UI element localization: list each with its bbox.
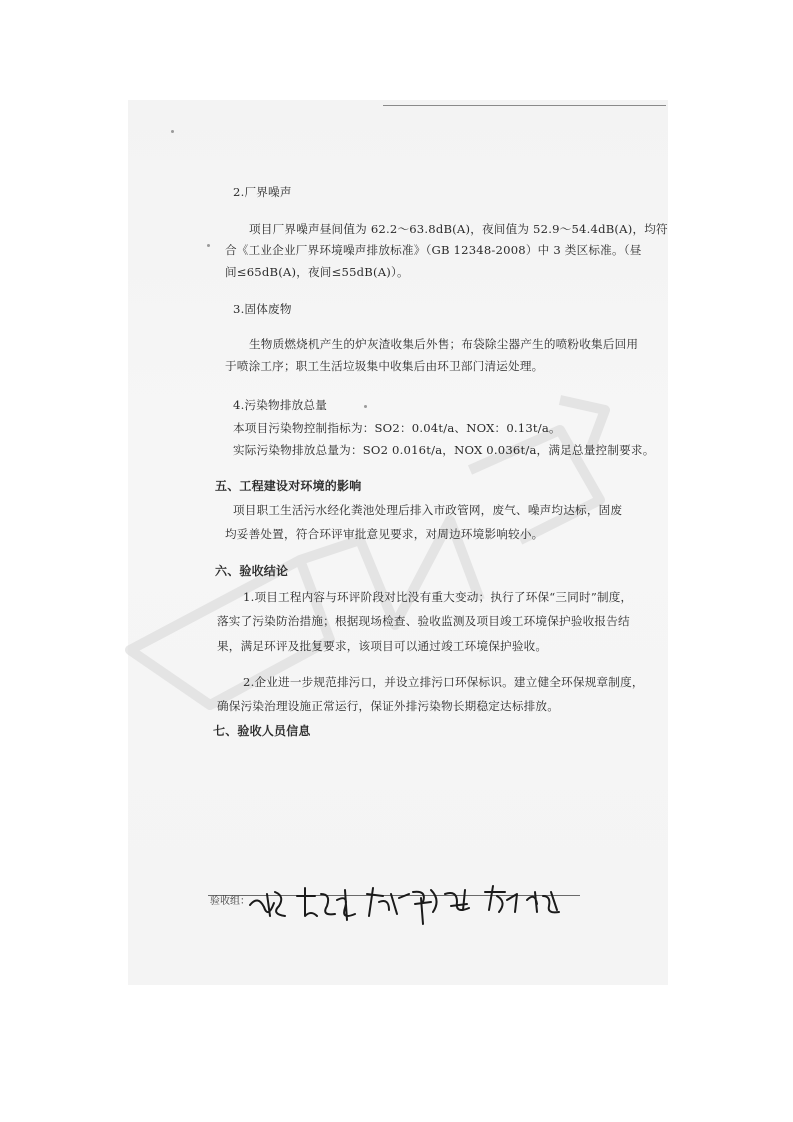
noise-heading: 2.厂界噪声 [233,185,292,199]
paragraph-line: 本项目污染物控制指标为：SO2：0.04t/a、NOX：0.13t/a。 [233,421,561,435]
solid-waste-heading: 3.固体废物 [233,302,292,316]
paragraph-line: 均妥善处置，符合环评审批意见要求，对周边环境影响较小。 [225,527,544,541]
section-five-heading: 五、工程建设对环境的影响 [215,479,362,493]
paragraph-line: 确保污染治理设施正常运行，保证外排污染物长期稳定达标排放。 [217,699,560,713]
paragraph-line: 实际污染物排放总量为：SO2 0.016t/a，NOX 0.036t/a，满足总量控制要求。 [233,443,655,457]
paragraph-line: 间≤65dB(A)，夜间≤55dB(A)）。 [225,265,409,279]
paragraph-line: 于喷涂工序；职工生活垃圾集中收集后由环卫部门清运处理。 [225,359,544,373]
handwritten-signatures [245,880,575,940]
paragraph-line: 果，满足环评及批复要求，该项目可以通过竣工环境保护验收。 [217,639,548,653]
paragraph-line: 1.项目工程内容与环评阶段对比没有重大变动；执行了环保“三同时”制度， [243,590,633,604]
paragraph-line: 项目职工生活污水经化粪池处理后排入市政管网，废气、噪声均达标，固废 [233,503,623,517]
paragraph-line: 2.企业进一步规范排污口，并设立排污口环保标识。建立健全环保规章制度， [243,675,644,689]
paragraph-line: 项目厂界噪声昼间值为 62.2～63.8dB(A)，夜间值为 52.9～54.4dB(A)，均符 [249,222,668,236]
section-six-heading: 六、验收结论 [215,564,289,578]
paragraph-line: 生物质燃烧机产生的炉灰渣收集后外售；布袋除尘器产生的喷粉收集后回用 [249,337,639,351]
pollutant-heading: 4.污染物排放总量 [233,398,328,412]
section-seven-heading: 七、验收人员信息 [213,724,311,738]
signature-label: 验收组： [210,896,250,907]
paragraph-line: 合《工业企业厂界环境噪声排放标准》（GB 12348-2008）中 3 类区标准。（昼 [225,243,642,257]
paragraph-line: 落实了污染防治措施；根据现场检查、验收监测及项目竣工环境保护验收报告结 [217,614,630,628]
